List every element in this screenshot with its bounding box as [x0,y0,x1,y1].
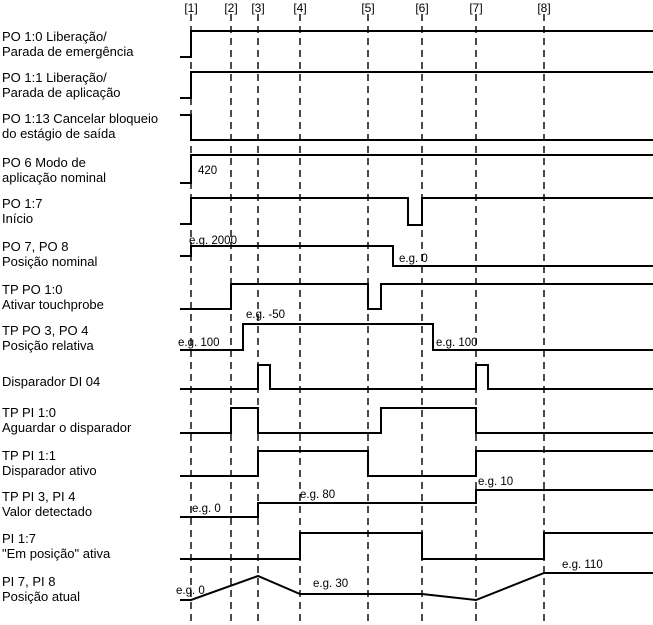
annotation-tppi34-start: e.g. 0 [192,503,221,515]
waveform-di04 [180,365,653,389]
marker-label-8: [8] [537,1,551,15]
signal-label-tppo10-line2: Ativar touchprobe [2,297,104,312]
annotation-tppi34-mid: e.g. 80 [300,489,336,501]
waveform-tppo10 [180,284,653,309]
annotation-tppo34-mid: e.g. -50 [246,309,285,321]
signal-label-po17-line1: PO 1:7 [2,196,43,211]
signal-label-po11-line2: Parada de aplicação [2,85,121,100]
marker-labels [184,1,550,15]
signal-label-tppo10-line1: TP PO 1:0 [2,282,63,297]
signal-label-po6-line1: PO 6 Modo de [2,155,86,170]
waveform-tppi11 [180,451,653,476]
signal-label-tppi34-line1: TP PI 3, PI 4 [2,489,76,504]
signal-label-po17-line2: Início [2,211,34,226]
annotation-po6-value: 420 [198,165,218,177]
waveform-tppo34 [180,324,653,350]
signal-label-po10-line2: Parada de emergência [2,44,134,59]
waveform-po17 [180,198,653,225]
signal-label-po113-line1: PO 1:13 Cancelar bloqueio [2,111,159,126]
waveform-tppi34 [180,490,653,517]
signal-label-po78-line2: Posição nominal [2,254,98,269]
annotation-pi78-mid: e.g. 30 [313,578,349,590]
annotation-tppi34-end: e.g. 10 [478,476,514,488]
signal-labels [2,29,158,604]
annotation-po78-after: e.g. 0 [399,253,428,265]
waveform-po6 [180,155,653,183]
signal-label-di04-line1: Disparador DI 04 [2,374,101,389]
marker-label-4: [4] [293,1,307,15]
marker-label-7: [7] [469,1,483,15]
signal-label-pi17-line2: "Em posição" ativa [2,546,111,561]
waveform-po11 [180,72,653,98]
waveform-pi17 [180,533,653,559]
annotation-po78-before: e.g. 2000 [189,235,237,247]
signal-label-pi17-line1: PI 1:7 [2,531,36,546]
waveform-po10 [180,31,653,57]
signal-label-pi78-line1: PI 7, PI 8 [2,574,56,589]
marker-label-5: [5] [361,1,375,15]
annotation-tppo34-start: e.g. 100 [178,337,220,349]
signal-label-po78-line1: PO 7, PO 8 [2,239,69,254]
marker-label-6: [6] [415,1,429,15]
signal-label-po6-line2: aplicação nominal [2,170,107,185]
signal-label-tppi10-line1: TP PI 1:0 [2,405,56,420]
annotation-pi78-end: e.g. 110 [562,559,603,571]
signal-label-po11-line1: PO 1:1 Liberação/ [2,70,107,85]
signal-label-tppo34-line1: TP PO 3, PO 4 [2,323,89,338]
signal-label-tppi34-line2: Valor detectado [2,504,93,519]
waveform-pi78 [180,573,653,600]
marker-label-3: [3] [251,1,265,15]
signal-label-tppi10-line2: Aguardar o disparador [2,420,132,435]
signal-label-tppo34-line2: Posição relativa [2,338,94,353]
marker-label-2: [2] [224,1,238,15]
waveform-tppi10 [180,408,653,433]
waveform-po113 [180,115,653,140]
annotation-tppo34-end: e.g. 100 [436,337,478,349]
signal-label-tppi11-line1: TP PI 1:1 [2,448,56,463]
signal-label-po113-line2: do estágio de saída [2,126,116,141]
marker-label-1: [1] [184,1,198,15]
signal-label-tppi11-line2: Disparador ativo [2,463,97,478]
annotation-pi78-start: e.g. 0 [176,585,205,597]
signal-label-pi78-line2: Posição atual [2,589,81,604]
signal-label-po10-line1: PO 1:0 Liberação/ [2,29,107,44]
